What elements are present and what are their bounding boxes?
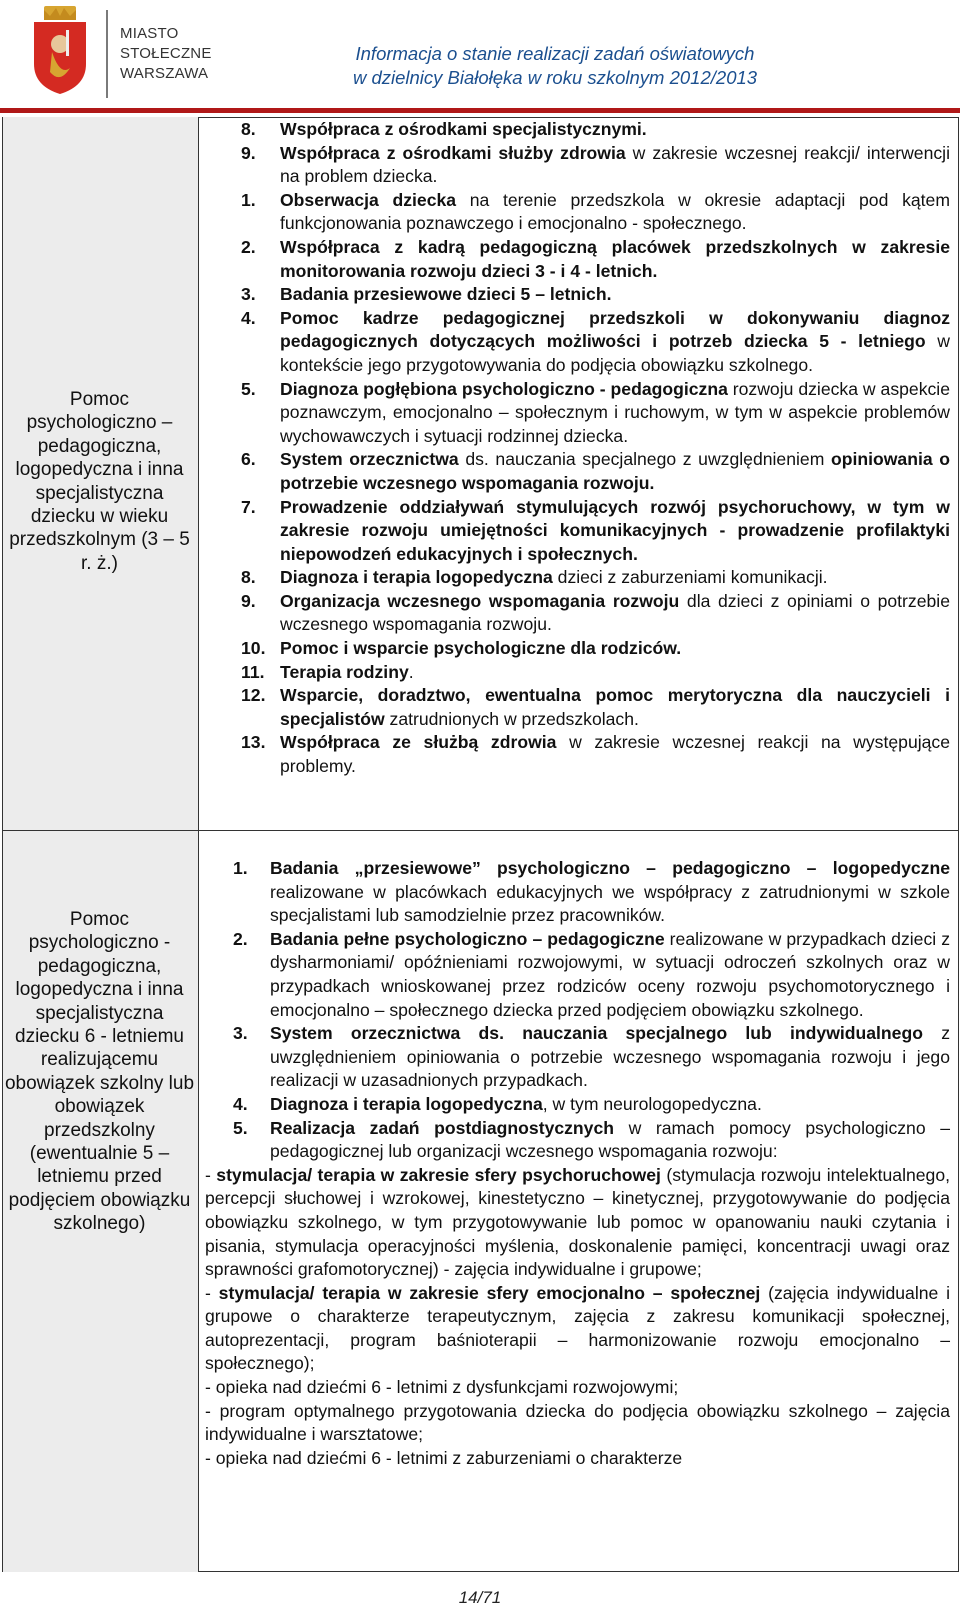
list-item: 8. Współpraca z ośrodkami specjalistycznymi.: [241, 119, 647, 139]
list-item: 3. Badania przesiewowe dzieci 5 – letnich.: [241, 284, 612, 305]
page-header: [0, 0, 960, 114]
logo-text: MIASTO STOŁECZNE WARSZAWA: [120, 25, 212, 82]
row-label: Pomoc psychologiczno – pedagogiczna, logopedyczna i inna specjalistyczna dziecku w wieku przedszkolnym (3 – 5 r. ż.): [9, 389, 190, 574]
list-item: 4. Diagnoza i terapia logopedyczna, w tym neurologopedyczna.: [233, 1093, 762, 1114]
warsaw-coat-of-arms-icon: [30, 6, 90, 94]
list-item: 2. Współpraca z kadrą pedagogiczną placówek przedszkolnych w zakresie monitorowania rozwoju dzieci 3 - i 4 - letnich.: [241, 236, 950, 281]
list-item: 2. Badania pełne psychologiczno – pedagogiczne realizowane w przypadkach dzieci z dysharmoniami/ opóźnieniami rozwojowymi, w sytuacji odroczeń szkolnych oraz w przypadkach wnioskowanej przez rodziców oceny rozwoju psychomotorycznego i emocjonalno – społecznego dziecka przed podjęciem obowiązku szkolnego.: [233, 928, 950, 1020]
document-title: Informacja o stanie realizacji zadań oświatowych w dzielnicy Białołęka w roku szkolnym 2012/2013: [352, 43, 758, 88]
list-item: 10. Pomoc i wsparcie psychologiczne dla rodziców.: [241, 638, 682, 659]
table-right-border: [958, 117, 959, 1572]
paragraph: - program optymalnego przygotowania dziecka do podjęcia obowiązku szkolnego – zajęcia indywidualne i warsztatowe;: [205, 1400, 950, 1445]
list-item: 8. Diagnoza i terapia logopedyczna dzieci z zaburzeniami komunikacji.: [241, 567, 828, 588]
paragraph: - opieka nad dziećmi 6 - letnimi z zaburzeniami o charakterze: [205, 1447, 683, 1468]
list-item: 6. System orzecznictwa ds. nauczania specjalnego z uwzględnieniem opiniowania o potrzebie wczesnego wspomagania rozwoju.: [241, 449, 950, 493]
list-item: 5. Diagnoza pogłębiona psychologiczno - pedagogiczna rozwoju dziecka w aspekcie poznawczym, emocjonalno – społecznym i ruchowym, w tym w aspekcie problemów wychowawczych i sytuacji rodzinnej dziecka.: [241, 378, 950, 446]
list-item: 3. System orzecznictwa ds. nauczania specjalnego lub indywidualnego z uwzględnieniem opiniowania o potrzebie wczesnego wspomagania rozwoju i jego realizacji w uzasadnionych przypadkach.: [233, 1023, 950, 1091]
list-item: 1. Obserwacja dziecka na terenie przedszkola w okresie adaptacji pod kątem funkcjonowania poznawczego i emocjonalno - społecznego.: [241, 189, 950, 234]
list-item: 11. Terapia rodziny.: [241, 661, 414, 682]
list-item: 13. Współpraca ze służbą zdrowia w zakresie wczesnej reakcji na występujące problemy.: [241, 732, 950, 777]
paragraph: - stymulacja/ terapia w zakresie sfery psychoruchowej (stymulacja rozwoju intelektualnego, percepcji słuchowej i wzrokowej, kinestetyczno – kinetycznej, przygotowywanie do podjęcia obowiązku szkolnego, w tym przygotowywanie lub pomoc w opanowaniu nauki czytania i pisania, stymulacja operacyjności myślenia, doskonalenie pamięci, koncentracji uwagi oraz sprawności grafomotorycznej) - zajęcia indywidualne i grupowe;: [205, 1164, 951, 1280]
paragraph: - opieka nad dziećmi 6 - letnimi z dysfunkcjami rozwojowymi;: [205, 1377, 679, 1398]
row-label: Pomoc psychologiczno - pedagogiczna, logopedyczna i inna specjalistyczna dziecku 6 - letniemu realizującemu obowiązek szkolny lub obowiązek przedszkolny (ewentualnie 5 – letniemu przed podjęciem obowiązku szkolnego): [4, 909, 195, 1235]
list-item: 12. Wsparcie, doradztwo, ewentualna pomoc merytoryczna dla nauczycieli i specjalistów zatrudnionych w przedszkolach.: [241, 685, 950, 729]
row-1-content: [205, 118, 950, 779]
header-rule: [0, 108, 960, 113]
row-2-content: [205, 857, 950, 1470]
list-item: 4. Pomoc kadrze pedagogicznej przedszkoli w dokonywaniu diagnoz pedagogicznych dotyczących możliwości i potrzeb dziecka 5 - letniego w kontekście jego przygotowywania do podjęcia obowiązku szkolnego.: [241, 307, 951, 375]
list-item: 9. Organizacja wczesnego wspomagania rozwoju dla dzieci z opiniami o potrzebie wczesnego wspomagania rozwoju.: [241, 590, 950, 635]
paragraph: - stymulacja/ terapia w zakresie sfery emocjonalno – społecznej (zajęcia indywidualne i grupowe o charakterze terapeutycznym, zajęcia z zakresu komunikacji społecznej, autoprezentacji, program baśnioterapii – harmonizowanie rozwoju emocjonalno – społecznego);: [205, 1282, 951, 1374]
row-divider: [2, 830, 959, 831]
logo-divider: [106, 10, 108, 98]
list-item: 1. Badania „przesiewowe” psychologiczno – pedagogiczno – logopedyczne realizowane w placówkach edukacyjnych we współpracy z zatrudnionymi w szkole specjalistami lub samodzielnie przez pracowników.: [233, 858, 950, 926]
left-column: [2, 117, 199, 1572]
list-item: 7. Prowadzenie oddziaływań stymulujących rozwój psychoruchowy, w tym w zakresie rozwoju umiejętności komunikacyjnych - prowadzenie profilaktyki niepowodzeń edukacyjnych i społecznych.: [241, 496, 950, 564]
page-number: 14/71: [458, 1588, 502, 1607]
list-item: 5. Realizacja zadań postdiagnostycznych w ramach pomocy psychologiczno – pedagogicznej lub organizacji wczesnego wspomagania rozwoju:: [233, 1117, 950, 1162]
list-item: 9. Współpraca z ośrodkami służby zdrowia w zakresie wczesnej reakcji/ interwencji na problem dziecka.: [241, 142, 950, 187]
